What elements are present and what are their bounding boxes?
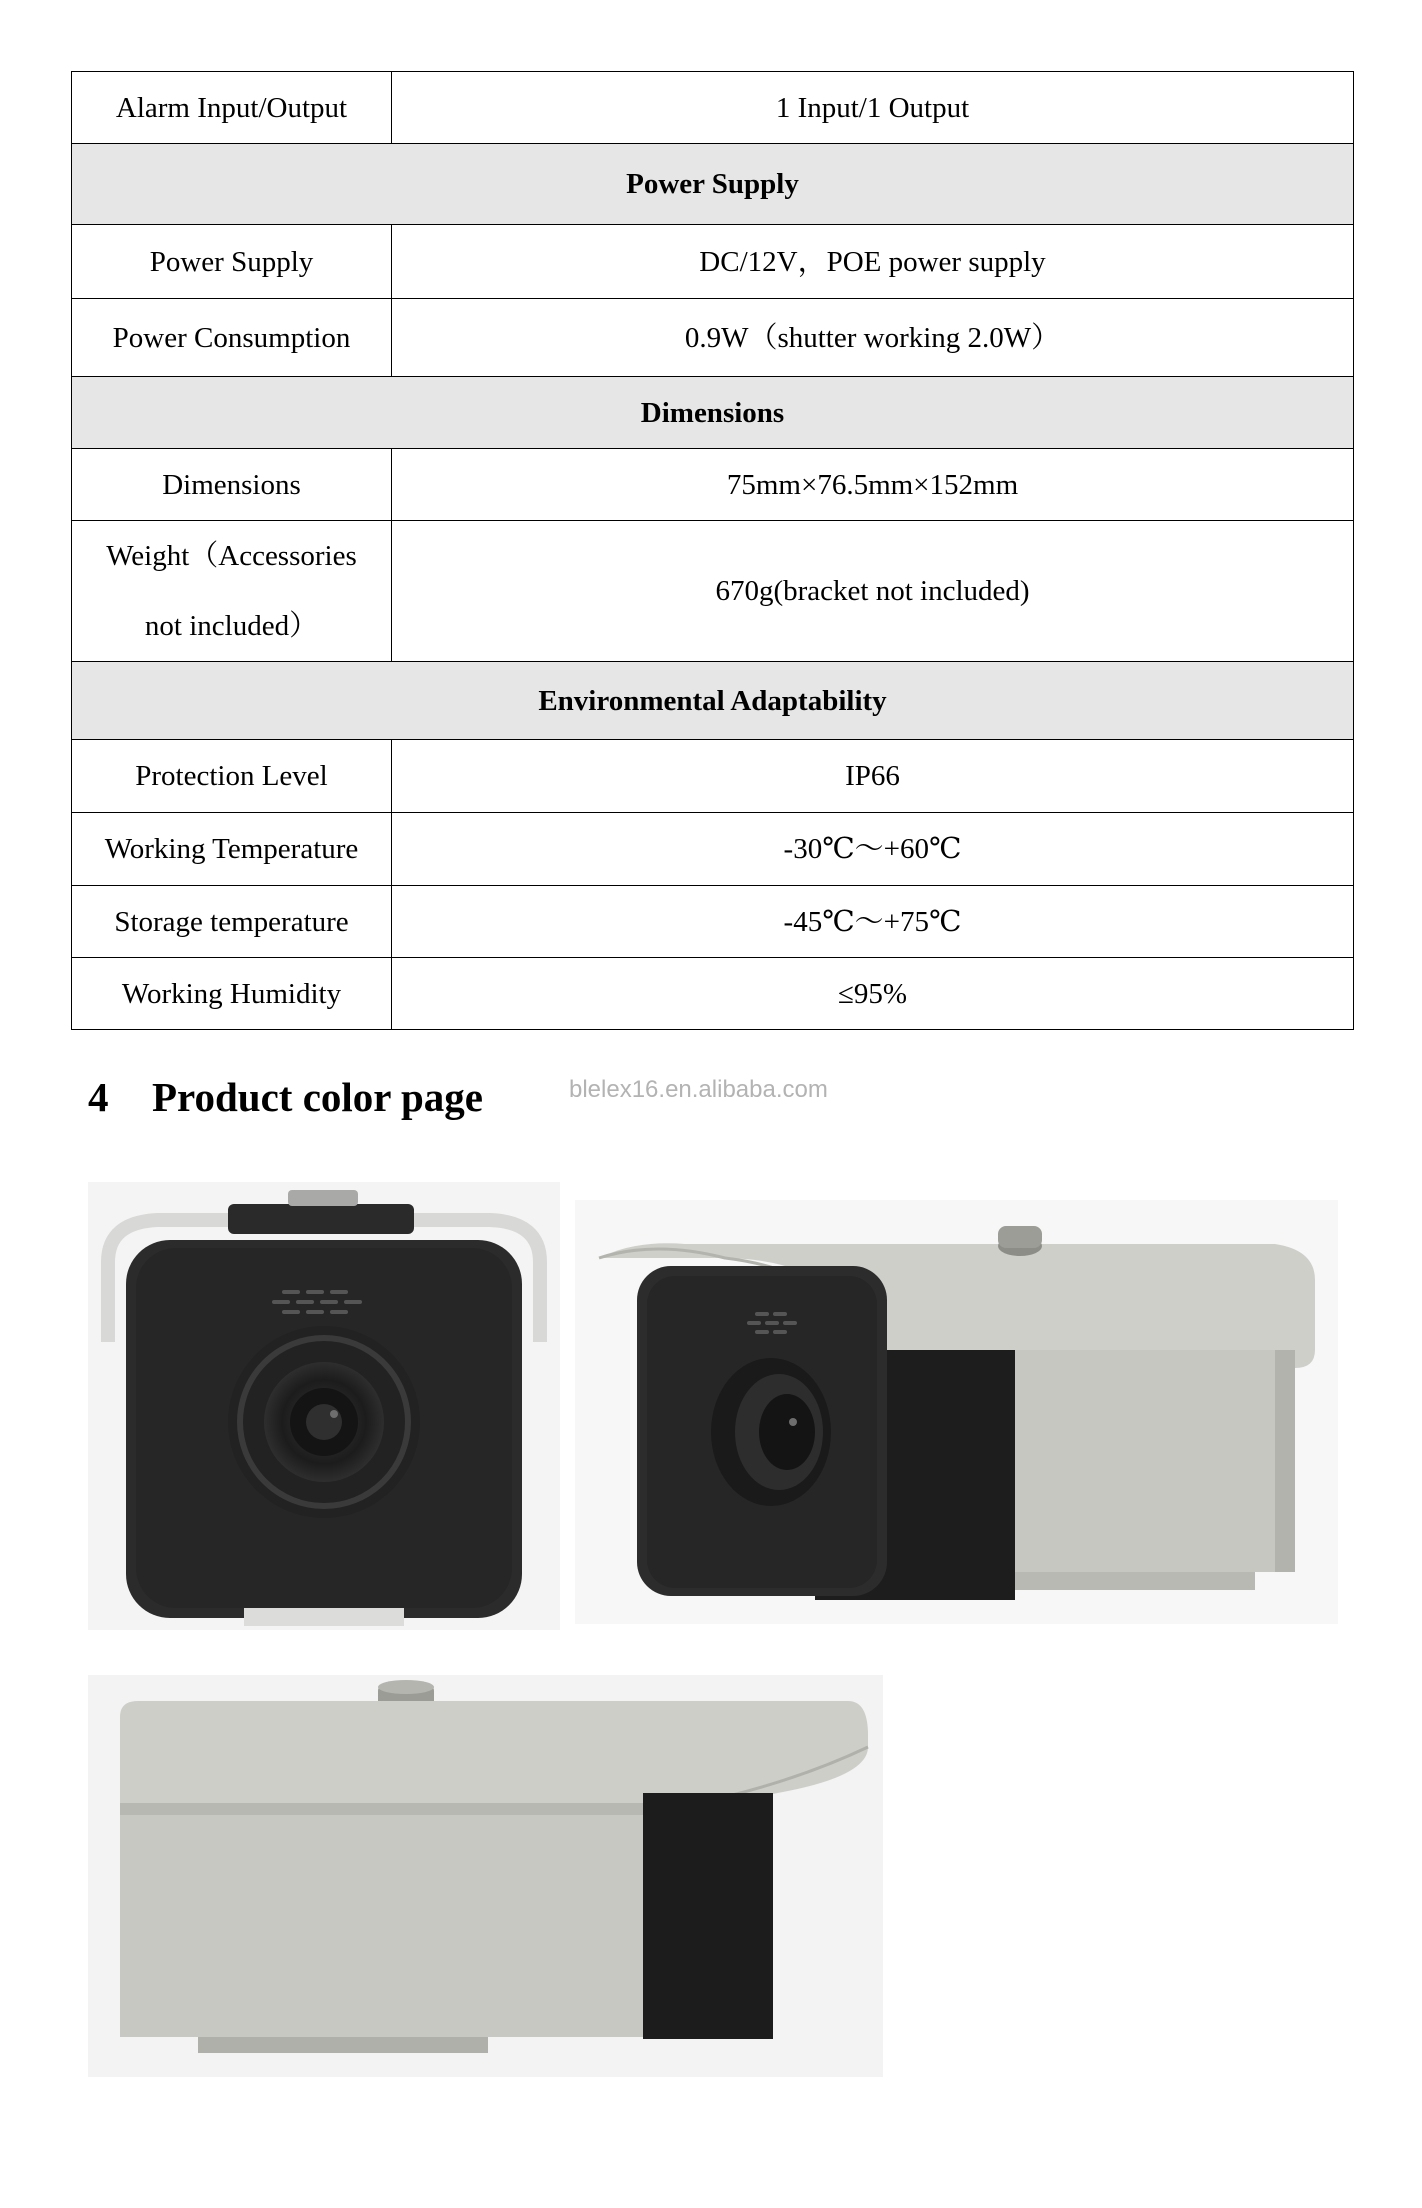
spec-label: Protection Level: [72, 740, 392, 813]
table-row: [72, 886, 1354, 958]
table-row: [72, 299, 1354, 377]
spec-label: Alarm Input/Output: [72, 72, 392, 144]
spec-value: 670g(bracket not included): [392, 521, 1354, 662]
spec-value: DC/12V，POE power supply: [392, 225, 1354, 299]
section-header-row: [72, 662, 1354, 740]
table-row: [72, 449, 1354, 521]
table-row: [72, 521, 1354, 662]
spec-label: Working Temperature: [72, 813, 392, 886]
spec-value: IP66: [392, 740, 1354, 813]
table-row: [72, 740, 1354, 813]
section-heading-title: Product color page: [152, 1074, 484, 1120]
spec-label: Working Humidity: [72, 958, 392, 1030]
section-number: 4: [88, 1074, 109, 1120]
spec-label: [72, 521, 392, 662]
spec-label: Dimensions: [72, 449, 392, 521]
section-header-row: [72, 144, 1354, 225]
section-title: Environmental Adaptability: [72, 662, 1354, 740]
spec-value: 1 Input/1 Output: [392, 72, 1354, 144]
spec-value: 0.9W（shutter working 2.0W）: [392, 299, 1354, 377]
section-header-row: [72, 377, 1354, 449]
camera-angled-photo: [575, 1200, 1338, 1624]
spec-label: Power Supply: [72, 225, 392, 299]
table-row: [72, 813, 1354, 886]
spec-label-line: not included）: [144, 610, 319, 642]
table-row: [72, 958, 1354, 1030]
spec-label: Storage temperature: [72, 886, 392, 958]
spec-value: -45℃～+75℃: [392, 886, 1354, 958]
section-heading: [88, 1073, 483, 1121]
spec-table: [71, 71, 1354, 1030]
camera-side-photo: [88, 1675, 883, 2077]
spec-value: -30℃～+60℃: [392, 813, 1354, 886]
camera-front-photo: [88, 1182, 560, 1630]
section-title: Power Supply: [72, 144, 1354, 225]
table-row: [72, 225, 1354, 299]
spec-label-line: Weight（Accessories: [106, 540, 357, 572]
table-row: [72, 72, 1354, 144]
spec-label: Power Consumption: [72, 299, 392, 377]
spec-value: ≤95%: [392, 958, 1354, 1030]
section-title: Dimensions: [72, 377, 1354, 449]
spec-value: 75mm×76.5mm×152mm: [392, 449, 1354, 521]
watermark: blelex16.en.alibaba.com: [569, 1076, 828, 1103]
